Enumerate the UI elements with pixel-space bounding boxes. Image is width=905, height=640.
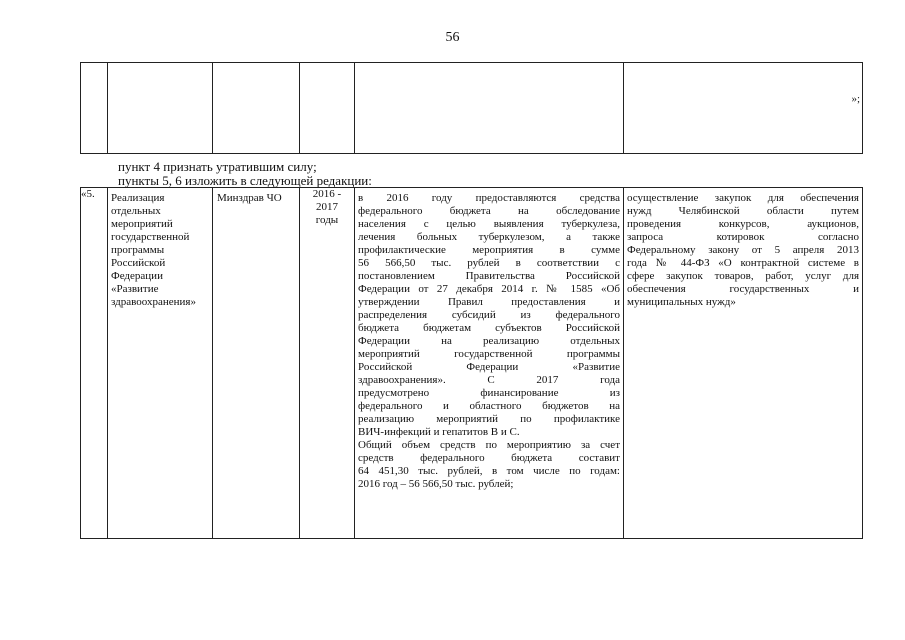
description-line: здравоохранения». С 2017 года [358,374,620,386]
program-table [80,187,863,539]
description-line: предусмотрено финансирование из [358,387,620,399]
description-line: профилактические мероприятия в сумме [358,244,620,256]
description-line: реализацию мероприятий по профилактике [358,413,620,425]
description-line: 56 566,50 тыс. рублей в соответствии с [358,257,620,269]
cell-executor [213,63,300,154]
cell-event [108,63,213,154]
event-name [108,188,212,309]
table-row [81,188,863,539]
event-name-line: мероприятий [111,218,173,230]
description-line: федерального и областного бюджетов на [358,400,620,412]
procurement-cell [624,188,863,539]
description-line: распределения субсидий из федерального [358,309,620,321]
cell-number [81,63,108,154]
event-name-line: государственной [111,231,190,243]
procurement [624,188,862,309]
instruction-line-1: пункт 4 признать утратившим силу; [118,159,317,174]
event-name-line: программы [111,244,165,256]
closing-quote: »; [851,93,860,105]
event-name-line: Федерации [111,270,163,282]
executor-cell [213,188,300,539]
event-name-line: «Развитие [111,283,159,295]
years-cell [300,188,355,539]
description-line: ВИЧ-инфекций и гепатитов В и С. [358,426,520,438]
event-name-line: Российской [111,257,166,269]
description-line: средств федерального бюджета составит [358,452,620,464]
description-line: 2016 год – 56 566,50 тыс. рублей; [358,478,514,490]
procurement-line: Федеральному закону от 5 апреля 2013 [627,244,859,256]
description-line: лечения больных туберкулезом, а также [358,231,620,243]
years-line: 2016 - [312,188,342,200]
procurement-line: осуществление закупок для обеспечения [627,192,859,204]
description-line: федерального бюджета на обследование [358,205,620,217]
years [300,188,354,227]
description-line: Федерации на реализацию отдельных [358,335,620,347]
description-line: населения с целью выявления туберкулеза, [358,218,620,230]
executor: Минздрав ЧО [217,192,282,204]
event-name-line: Реализация [111,192,165,204]
description-line: постановлением Правительства Российской [358,270,620,282]
procurement-line: года № 44-ФЗ «О контрактной системе в [627,257,859,269]
description-line: 64 451,30 тыс. рублей, в том числе по годам: [358,465,620,477]
description-line: бюджета бюджетам субъектов Российской [358,322,620,334]
event-name-line: здравоохранения» [111,296,196,308]
row-number: «5. [81,188,108,539]
instruction-line-2: пункты 5, 6 изложить в следующей редакции: [118,173,372,188]
description-line: мероприятий государственной программы [358,348,620,360]
years-line: годы [315,214,339,226]
event-name-line: отдельных [111,205,161,217]
description-line: утверждении Правил предоставления и [358,296,620,308]
procurement-line: обеспечения государственных и [627,283,859,295]
cell-years [300,63,355,154]
procurement-line: проведения конкурсов, аукционов, [627,218,859,230]
description [355,188,623,491]
procurement-line: муниципальных нужд» [627,296,736,308]
description-line: Федерации от 27 декабря 2014 г. № 1585 «Об [358,283,620,295]
procurement-line: сфере закупок товаров, работ, услуг для [627,270,859,282]
description-line: Российской Федерации «Развитие [358,361,620,373]
procurement-line: нужд Челябинской области путем [627,205,859,217]
procurement-line: запроса котировок согласно [627,231,859,243]
cell-procurement [624,63,863,154]
description-line: Общий объем средств по мероприятию за счет [358,439,620,451]
cell-description [355,63,624,154]
continued-table [80,62,863,154]
years-line: 2017 [316,201,338,213]
event-name-cell [108,188,213,539]
description-line: в 2016 году предоставляются средства [358,192,620,204]
description-cell [355,188,624,539]
page-number: 56 [445,30,460,45]
